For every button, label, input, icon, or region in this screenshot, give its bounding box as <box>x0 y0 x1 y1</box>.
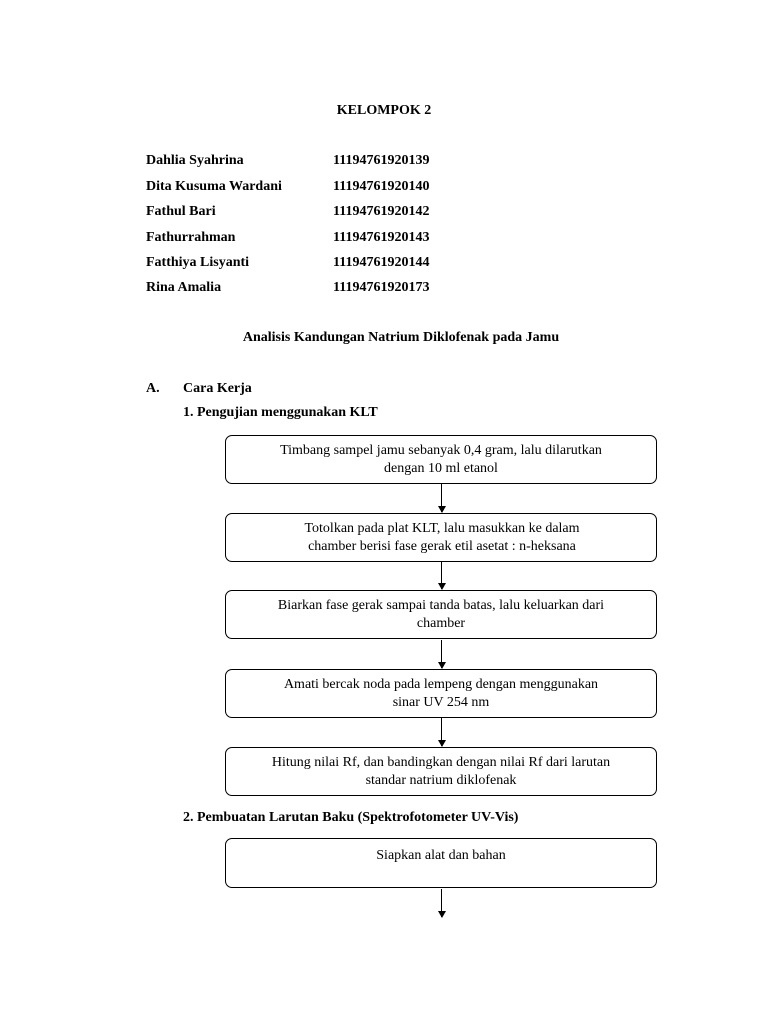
member-id: 11194761920139 <box>333 153 430 168</box>
flow-step-box <box>225 435 657 484</box>
flow-step-line: sinar UV 254 nm <box>392 695 490 710</box>
subsection-heading: 1. Pengujian menggunakan KLT <box>183 405 378 420</box>
section-letter: A. <box>146 381 160 396</box>
flow-arrow <box>441 562 442 589</box>
flow-step-line: Totolkan pada plat KLT, lalu masukkan ke dalam <box>304 521 580 536</box>
flow-step-line: chamber <box>416 616 466 631</box>
member-name: Fatthiya Lisyanti <box>146 255 250 270</box>
flow-arrow <box>441 718 442 746</box>
flow-step-box <box>225 513 657 562</box>
member-id: 11194761920143 <box>333 230 430 245</box>
flow-step-line: standar natrium diklofenak <box>365 773 517 788</box>
flow-step-line: Amati bercak noda pada lempeng dengan menggunakan <box>283 677 599 692</box>
flow-step-box <box>225 590 657 639</box>
flow-step-line: chamber berisi fase gerak etil asetat : n-heksana <box>308 539 576 554</box>
flow-step-box <box>225 669 657 718</box>
member-id: 11194761920144 <box>333 255 430 270</box>
flow-step-line: Biarkan fase gerak sampai tanda batas, lalu keluarkan dari <box>277 598 605 613</box>
flow-arrow <box>441 889 442 917</box>
member-id: 11194761920140 <box>333 179 430 194</box>
flow-step-line: Siapkan alat dan bahan <box>376 848 506 863</box>
member-id: 11194761920173 <box>333 280 430 295</box>
flow-step-box <box>225 747 657 796</box>
flow-arrow <box>441 484 442 512</box>
subsection-heading: 2. Pembuatan Larutan Baku (Spektrofotometer UV-Vis) <box>183 810 519 825</box>
member-name: Rina Amalia <box>146 280 222 295</box>
flow-step-line: dengan 10 ml etanol <box>384 461 498 476</box>
member-name: Dahlia Syahrina <box>146 153 244 168</box>
flow-step-line: Timbang sampel jamu sebanyak 0,4 gram, lalu dilarutkan <box>280 443 602 458</box>
section-label: Cara Kerja <box>183 381 252 396</box>
flow-step-line: Hitung nilai Rf, dan bandingkan dengan nilai Rf dari larutan <box>271 755 611 770</box>
group-title: KELOMPOK 2 <box>336 103 432 118</box>
member-name: Fathul Bari <box>146 204 216 219</box>
member-name: Dita Kusuma Wardani <box>146 179 282 194</box>
flow-arrow <box>441 640 442 668</box>
document-title: Analisis Kandungan Natrium Diklofenak pada Jamu <box>242 330 560 345</box>
member-id: 11194761920142 <box>333 204 430 219</box>
member-name: Fathurrahman <box>146 230 236 245</box>
flow-step-box <box>225 838 657 888</box>
